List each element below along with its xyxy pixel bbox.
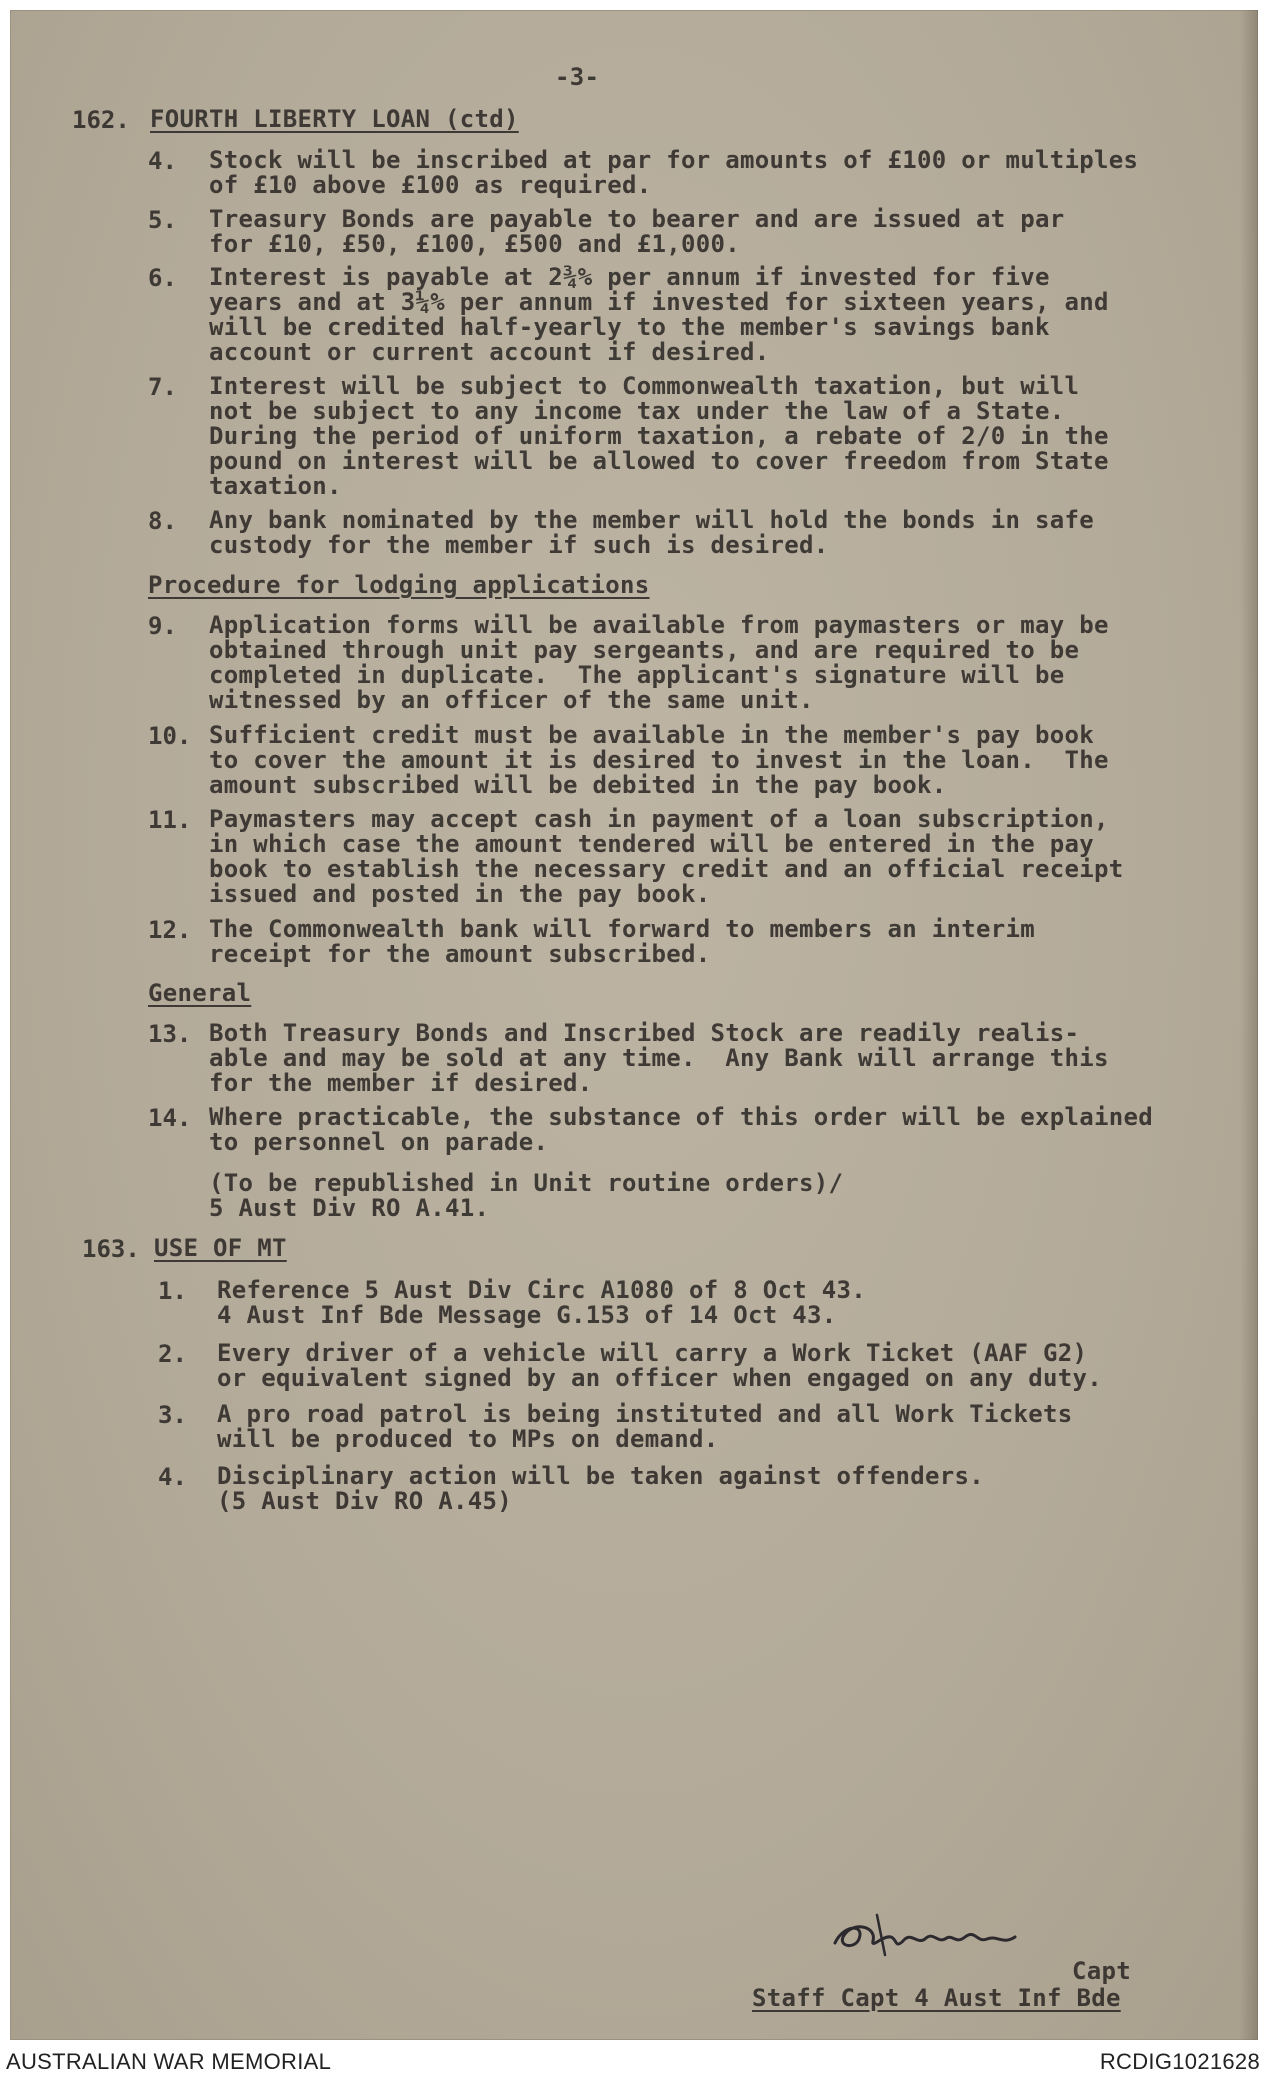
item-line: Where practicable, the substance of this order will be explained (209, 1103, 1153, 1131)
item-line: Every driver of a vehicle will carry a Work Ticket (AAF G2) (217, 1339, 1088, 1367)
item-line: During the period of uniform taxation, a rebate of 2/0 in the (209, 422, 1109, 450)
item-line: Application forms will be available from paymasters or may be (209, 611, 1109, 639)
item-line: of £10 above £100 as required. (209, 171, 652, 199)
item-line: The Commonwealth bank will forward to members an interim (209, 915, 1035, 943)
item-line: custody for the member if such is desired. (209, 531, 829, 559)
item-line: to cover the amount it is desired to invest in the loan. The (209, 746, 1109, 774)
item-line: to personnel on parade. (209, 1128, 549, 1156)
section-number-162: 162. (72, 106, 130, 134)
reference-line: 5 Aust Div RO A.41. (209, 1194, 490, 1222)
item-number: 2. (158, 1340, 187, 1368)
item-number: 11. (148, 806, 192, 834)
signoff-rank: Capt (1072, 1957, 1131, 1985)
item-number: 12. (148, 916, 192, 944)
item-number: 10. (148, 722, 192, 750)
item-line: years and at 3¼% per annum if invested for sixteen years, and (209, 288, 1109, 316)
item-number: 13. (148, 1020, 192, 1048)
signoff-title: Staff Capt 4 Aust Inf Bde (752, 1984, 1121, 2012)
item-line: witnessed by an officer of the same unit. (209, 686, 814, 714)
item-line: amount subscribed will be debited in the pay book. (209, 771, 947, 799)
item-number: 7. (148, 373, 177, 401)
item-line: pound on interest will be allowed to cover freedom from State (209, 447, 1109, 475)
section-number-163: 163. (82, 1235, 140, 1263)
item-line: book to establish the necessary credit and an official receipt (209, 855, 1124, 883)
scanned-page (10, 10, 1258, 2040)
item-line: Any bank nominated by the member will hold the bonds in safe (209, 506, 1094, 534)
item-line: will be produced to MPs on demand. (217, 1425, 719, 1453)
item-line: able and may be sold at any time. Any Bank will arrange this (209, 1044, 1109, 1072)
subsection-heading-general: General (148, 979, 252, 1007)
item-line: Stock will be inscribed at par for amounts of £100 or multiples (209, 146, 1139, 174)
item-number: 6. (148, 264, 177, 292)
section-heading-162: FOURTH LIBERTY LOAN (ctd) (150, 105, 519, 133)
item-line: account or current account if desired. (209, 338, 770, 366)
item-number: 1. (158, 1277, 187, 1305)
item-number: 4. (148, 147, 177, 175)
item-number: 5. (148, 206, 177, 234)
item-line: Reference 5 Aust Div Circ A1080 of 8 Oct 43. (217, 1276, 866, 1304)
footer-record-id: RCDIG1021628 (1099, 2049, 1260, 2074)
page-edge-shadow (1240, 10, 1258, 2040)
footer-archive-name: AUSTRALIAN WAR MEMORIAL (6, 2049, 332, 2074)
page-number: -3- (555, 63, 600, 91)
item-line: will be credited half-yearly to the member's savings bank (209, 313, 1050, 341)
item-line: or equivalent signed by an officer when engaged on any duty. (217, 1364, 1102, 1392)
item-line: Sufficient credit must be available in the member's pay book (209, 721, 1094, 749)
item-line: Disciplinary action will be taken against offenders. (217, 1462, 984, 1490)
item-line: Interest will be subject to Commonwealth taxation, but will (209, 372, 1080, 400)
item-line: A pro road patrol is being instituted and all Work Tickets (217, 1400, 1073, 1428)
item-line: in which case the amount tendered will be entered in the pay (209, 830, 1094, 858)
item-number: 3. (158, 1401, 187, 1429)
item-line: (5 Aust Div RO A.45) (217, 1487, 512, 1515)
item-number: 14. (148, 1104, 192, 1132)
item-line: 4 Aust Inf Bde Message G.153 of 14 Oct 43. (217, 1301, 837, 1329)
republish-note: (To be republished in Unit routine orders)/ (209, 1169, 844, 1197)
item-number: 8. (148, 507, 177, 535)
item-line: obtained through unit pay sergeants, and are required to be (209, 636, 1080, 664)
item-line: Both Treasury Bonds and Inscribed Stock are readily realis- (209, 1019, 1080, 1047)
item-line: for £10, £50, £100, £500 and £1,000. (209, 230, 740, 258)
handwritten-signature (825, 1895, 1055, 1965)
subsection-heading-procedure: Procedure for lodging applications (148, 571, 650, 599)
item-line: not be subject to any income tax under the law of a State. (209, 397, 1065, 425)
section-heading-163: USE OF MT (154, 1234, 287, 1262)
item-line: completed in duplicate. The applicant's signature will be (209, 661, 1065, 689)
item-number: 4. (158, 1463, 187, 1491)
item-line: receipt for the amount subscribed. (209, 940, 711, 968)
item-line: Treasury Bonds are payable to bearer and are issued at par (209, 205, 1065, 233)
item-line: Paymasters may accept cash in payment of a loan subscription, (209, 805, 1109, 833)
item-line: for the member if desired. (209, 1069, 593, 1097)
item-line: issued and posted in the pay book. (209, 880, 711, 908)
item-line: taxation. (209, 472, 342, 500)
item-number: 9. (148, 612, 177, 640)
item-line: Interest is payable at 2¾% per annum if invested for five (209, 263, 1050, 291)
